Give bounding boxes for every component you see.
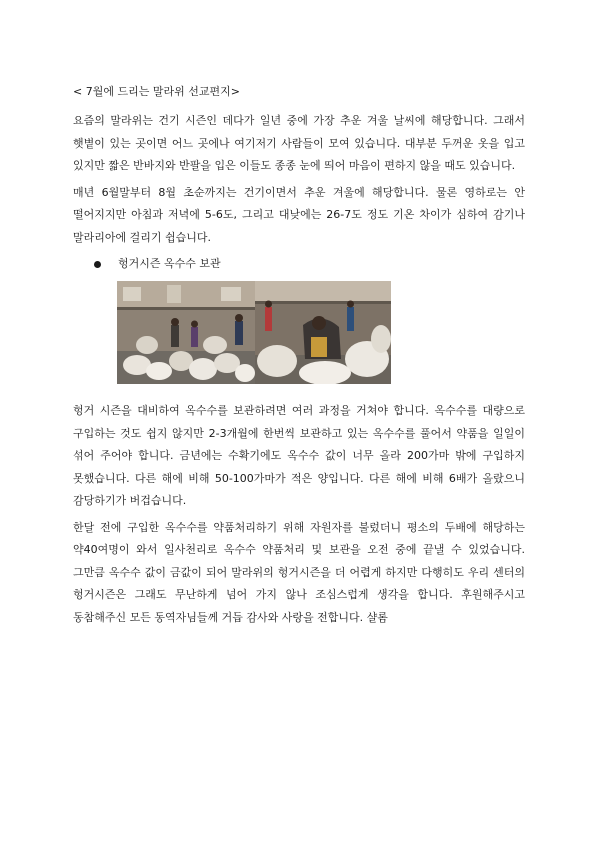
paragraph-corn-storage: 헝거 시즌을 대비하여 옥수수를 보관하려면 여러 과정을 거쳐야 합니다. 옥수수를 대량으로 구입하는 것도 쉽지 않지만 2-3개월에 한번씩 보관하고 있는 옥수수를 풀어서 약품을 일일이 섞어 주어야 합니다. 금년에는 수확기에도 옥수수 값이 너무 올라 200가마 밖에 구입하지 못했습니다. 다른 해에 비해 50-100가마가 적은 양입니다. 다른 해에 비해 6배가 올랐으니 감당하기가 버겁습니다. (73, 404, 525, 507)
paragraph-dry-season: 요즘의 말라위는 건기 시즌인 데다가 일년 중에 가장 추운 겨울 날씨에 해당합니다. 그래서 햇볕이 있는 곳이면 어느 곳에나 여기저기 사람들이 모여 있습니다. 대부분 두꺼운 옷을 입고 있지만 짧은 반바지와 반팔을 입은 이들도 종종 눈에 띄어 마음이 편하지 않을 때도 있습니다. (73, 114, 525, 172)
sack-worker-photo-icon (255, 281, 391, 384)
paragraph-volunteers-thanks: 한달 전에 구입한 옥수수를 약품처리하기 위해 자원자를 불렀더니 평소의 두배에 해당하는 약40여명이 와서 일사천리로 옥수수 약품처리 및 보관을 오전 중에 끝낼 수 있었습니다. 그만큼 옥수수 값이 금값이 되어 말라위의 헝거시즌을 더 어렵게 하지만 다행히도 우리 센터의 헝거시즌은 그래도 무난하게 넘어 가지 않나 조심스럽게 생각을 합니다. 후원해주시고 동참해주신 모든 동역자님들께 거듭 감사와 사랑을 전합니다. 샬롬 (73, 520, 525, 624)
photo-strip (117, 281, 525, 384)
bullet-dot-icon (94, 261, 101, 268)
letter-body (73, 84, 525, 633)
warehouse-photo-icon (117, 281, 255, 384)
letter-title: < 7월에 드리는 말라위 선교편지> (73, 85, 240, 98)
bullet-label: 헝거시즌 옥수수 보관 (118, 257, 221, 270)
bullet-item (73, 255, 525, 273)
paragraph-winter-temperature: 매년 6월말부터 8월 초순까지는 건기이면서 추운 겨울에 해당합니다. 물론 영하로는 안 떨어지지만 아침과 저녁에 5-6도, 그리고 대낮에는 26-7도 정도 기온 차이가 심하여 감기나 말라리아에 걸리기 쉽습니다. (73, 185, 525, 244)
